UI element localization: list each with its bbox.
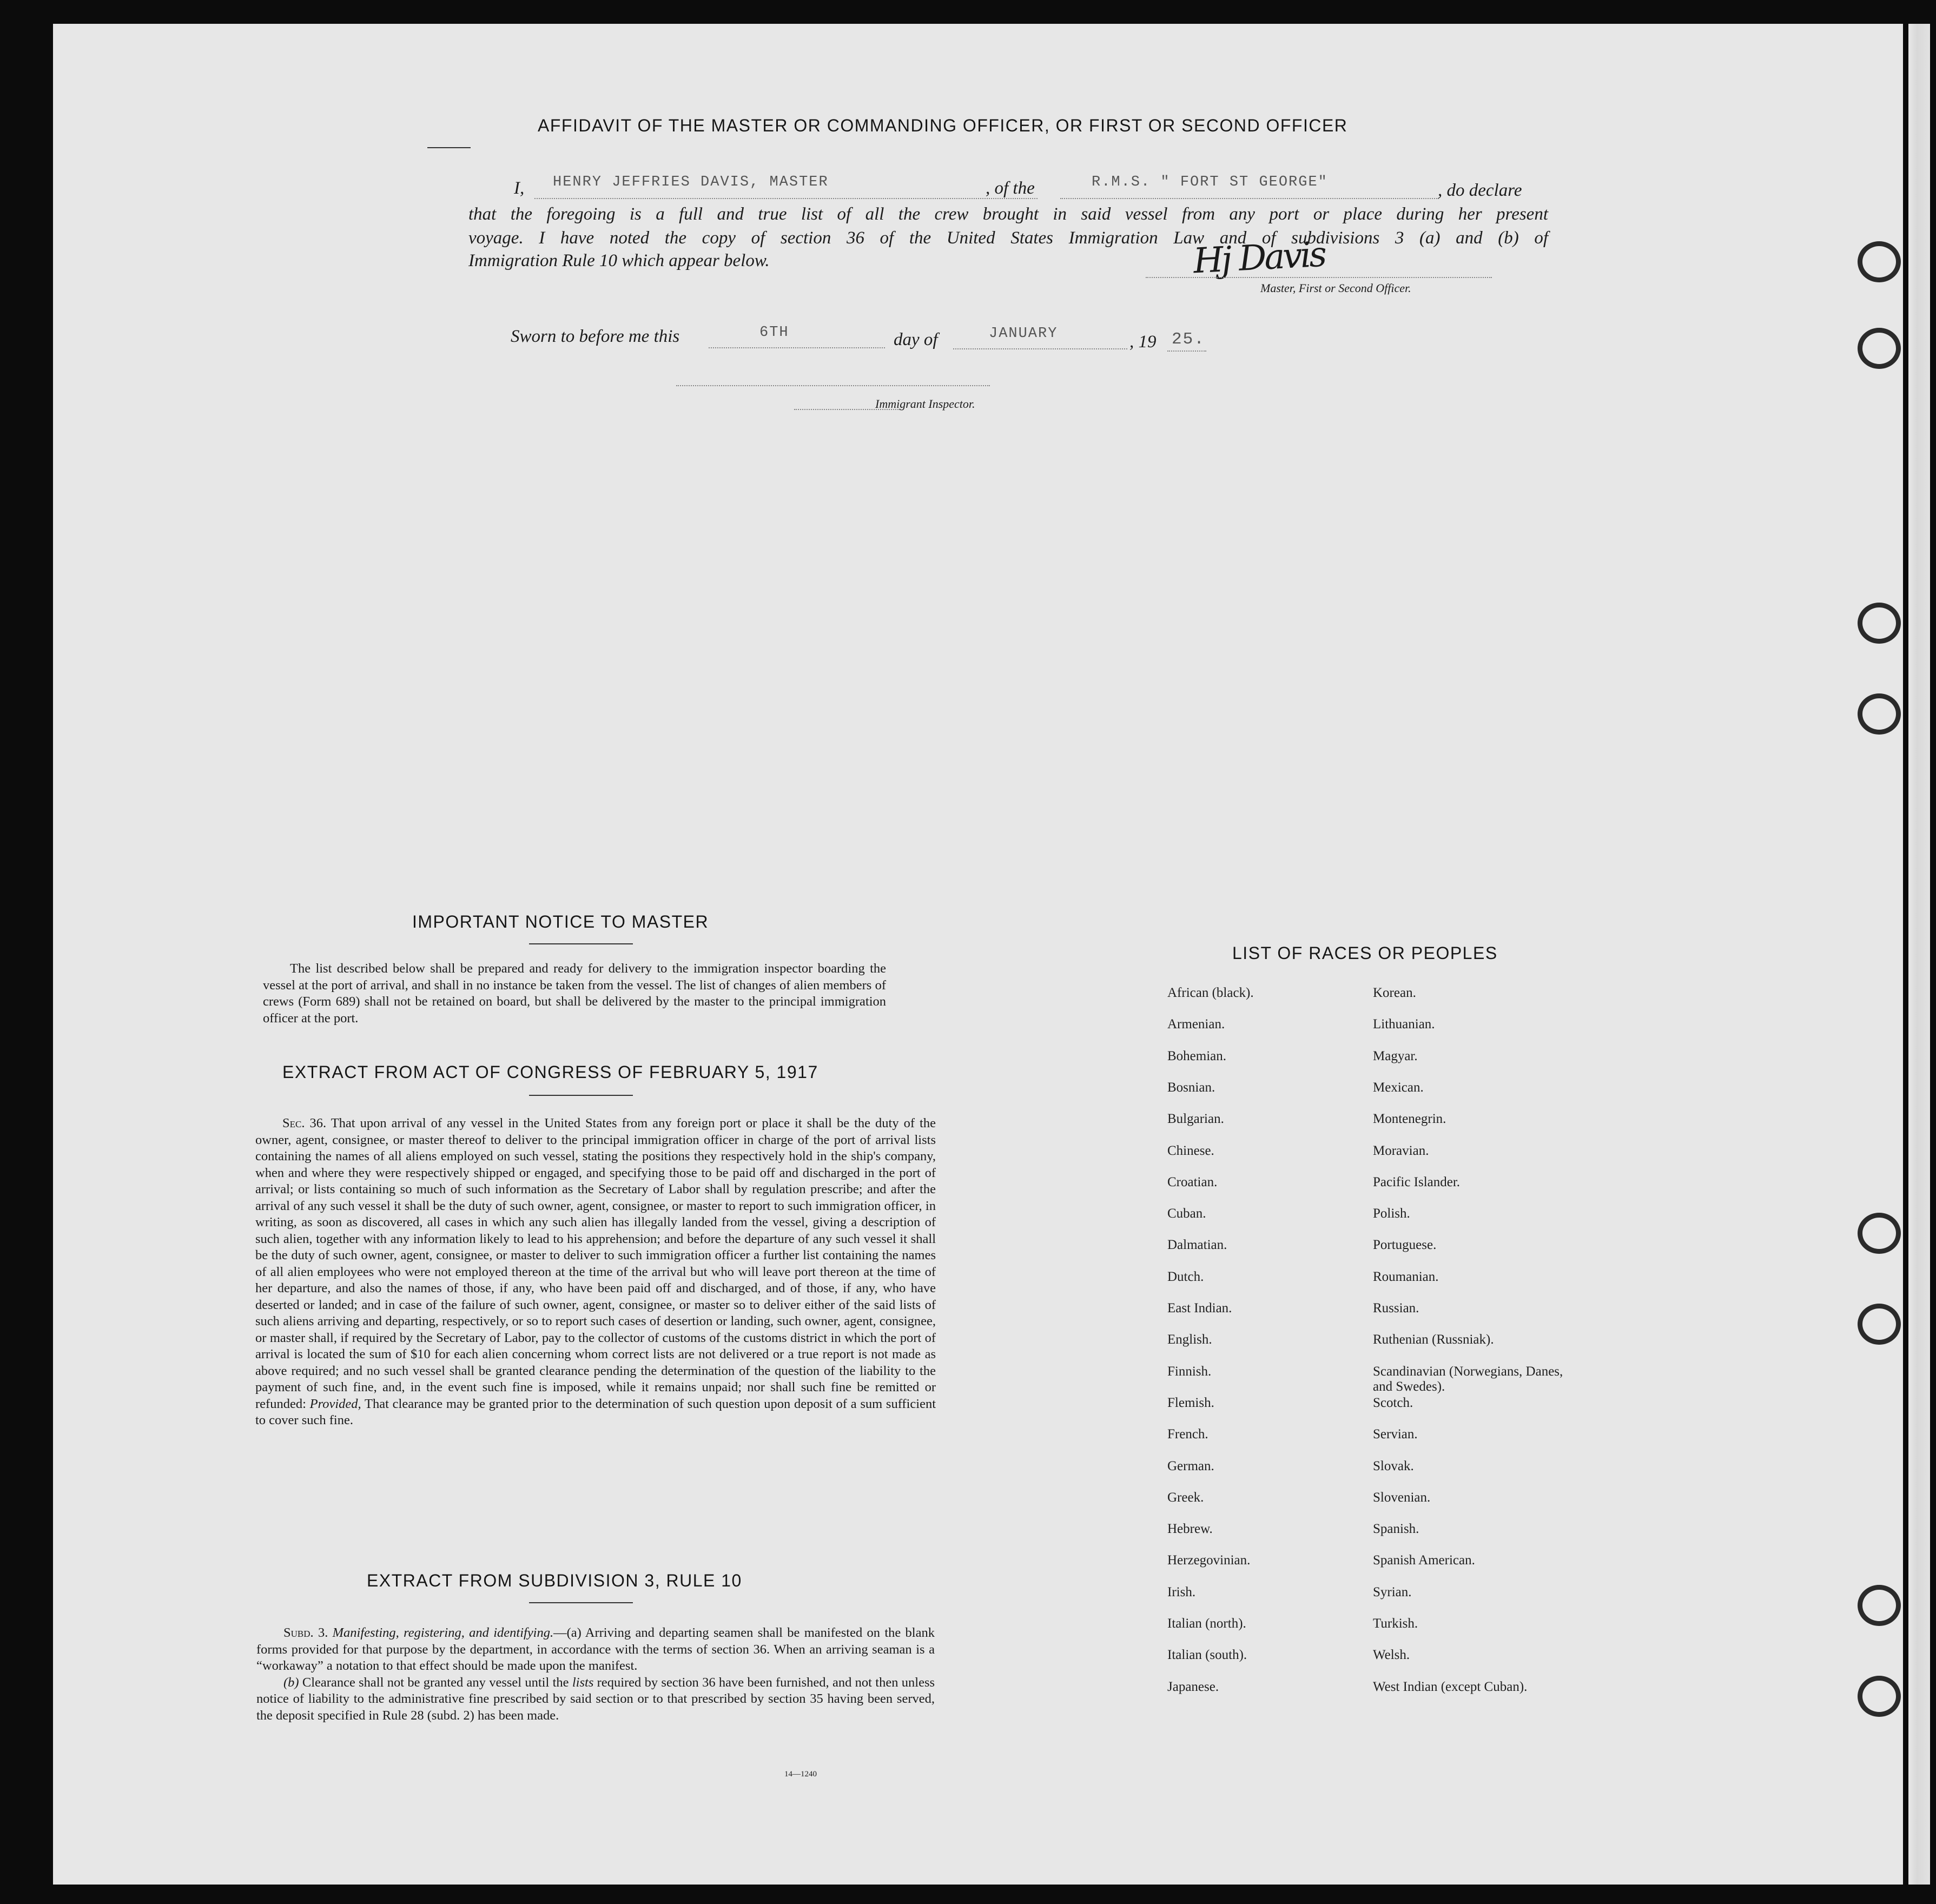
vessel-name-field: R.M.S. " FORT ST GEORGE" [1092,174,1328,190]
divider [529,943,633,944]
dotted-line [709,347,885,348]
race-item: Spanish American. [1373,1553,1475,1568]
do-declare-label: , do declare [1438,181,1522,200]
provided-text: That clearance may be granted prior to the determination of such question upon deposit of a sum sufficient to cover such fine. [255,1396,936,1427]
notice-paragraph: The list described below shall be prepared and ready for delivery to the immigration inspector boarding the vessel at the port of arrival, and shall in no instance be taken from the vessel. The list of changes of alien members of crews (Form 689) shall not be retained on board, but shall be delivered by the master to the principal immigration officer at the port. [263,961,886,1026]
race-item: Spanish. [1373,1522,1419,1536]
race-item: Korean. [1373,986,1416,1000]
signer-title: Master, First or Second Officer. [1260,281,1411,295]
race-item: West Indian (except Cuban). [1373,1680,1528,1694]
subdivision-title: Manifesting, registering, and identifying. [332,1625,554,1640]
race-item: Bosnian. [1167,1080,1215,1095]
binder-hole [1858,1304,1901,1345]
race-item: Cuban. [1167,1206,1206,1221]
subdivision-b-text: Clearance shall not be granted any vessel until the [302,1675,569,1690]
notice-heading: IMPORTANT NOTICE TO MASTER [412,912,709,931]
race-item: Montenegrin. [1373,1112,1446,1126]
race-item: English. [1167,1332,1212,1347]
race-item: German. [1167,1459,1214,1473]
race-item: Scotch. [1373,1396,1413,1410]
race-item: Scandinavian (Norwegians, Danes, and Swedes). [1373,1364,1563,1394]
sworn-day-field: 6TH [759,325,789,341]
document-page [53,24,1903,1885]
section-label: Sec. 36. [282,1116,327,1130]
of-the-label: , of the [986,178,1035,198]
race-item: Syrian. [1373,1585,1412,1599]
dotted-line [1146,277,1492,278]
page-edge-shadow [1908,24,1930,1885]
subdivision-b-text-2: required by section 36 have been furnished, and not then unless notice of liability to the administrative fine prescribed by said section or to that prescribed by section 35 having been served, the deposit specified in Rule 28 (subd. 2) has been made. [256,1675,935,1723]
year-suffix-field: 25. [1172,330,1205,349]
provided-label: Provided, [309,1396,361,1411]
divider [529,1095,633,1096]
race-item: Armenian. [1167,1017,1225,1032]
dotted-line [1060,198,1439,199]
binder-hole [1858,241,1901,282]
race-item: Chinese. [1167,1143,1214,1158]
race-item: Hebrew. [1167,1522,1213,1536]
binder-hole [1858,603,1901,644]
race-item: Polish. [1373,1206,1410,1221]
dotted-line [534,198,1038,199]
race-item: African (black). [1167,986,1254,1000]
binder-hole [1858,328,1901,369]
binder-hole [1858,1585,1901,1626]
race-item: Dutch. [1167,1270,1204,1284]
dotted-line [953,348,1127,349]
race-item: Lithuanian. [1373,1017,1435,1032]
subdivision-label: Subd. 3. [283,1625,328,1640]
subdivision-b-label: (b) [283,1675,299,1690]
subdivision-a-text: —(a) Arriving and departing seamen shall be manifested on the blank forms provided for that purpose by the department, in accordance with the terms of section 36. When an arriving seaman is a “workaway” a notation to that effect should be made upon the manifest. [256,1625,935,1673]
race-item: Slovenian. [1373,1490,1431,1505]
race-item: French. [1167,1427,1208,1442]
race-item: Magyar. [1373,1049,1418,1063]
race-item: Ruthenian (Russniak). [1373,1332,1494,1347]
race-item: Moravian. [1373,1143,1429,1158]
race-item: Irish. [1167,1585,1196,1599]
rule-text [256,1625,935,1724]
form-number: 14—1240 [784,1770,817,1779]
notice-text [263,961,886,1027]
inspector-signature-line [676,385,990,386]
race-item: Turkish. [1373,1616,1418,1631]
race-item: East Indian. [1167,1301,1232,1315]
divider [427,147,471,148]
divider [529,1602,633,1603]
act-heading: EXTRACT FROM ACT OF CONGRESS OF FEBRUARY 5, 1917 [282,1062,818,1082]
inspector-label: Immigrant Inspector. [875,397,975,411]
race-item: Greek. [1167,1490,1204,1505]
dotted-line [1167,351,1206,352]
year-prefix: , 19 [1129,332,1157,352]
race-item: Dalmatian. [1167,1238,1227,1252]
races-heading: LIST OF RACES OR PEOPLES [1232,943,1498,963]
master-signature: Hj Davis [1192,234,1326,282]
race-item: Slovak. [1373,1459,1414,1473]
day-of-label: day of [894,330,938,349]
rule-heading: EXTRACT FROM SUBDIVISION 3, RULE 10 [367,1571,742,1590]
affidavit-i-label: I, [514,178,525,198]
race-item: Bulgarian. [1167,1112,1224,1126]
affidavit-line-2: that the foregoing is a full and true list of all the crew brought in said vessel from any port or place during her present [468,204,1548,224]
binder-hole [1858,693,1901,735]
race-item: Russian. [1373,1301,1419,1315]
affidavit-heading: AFFIDAVIT OF THE MASTER OR COMMANDING OFFICER, OR FIRST OR SECOND OFFICER [538,116,1348,135]
race-item: Welsh. [1373,1648,1410,1662]
race-item: Croatian. [1167,1175,1218,1189]
affidavit-line-3: voyage. I have noted the copy of section 36 of the United States Immigration Law and of subdivisions 3 (a) and (b) of [468,228,1548,248]
affidavit-line-4: Immigration Rule 10 which appear below. [468,251,770,270]
binder-hole [1858,1213,1901,1254]
race-item: Japanese. [1167,1680,1219,1694]
master-name-field: HENRY JEFFRIES DAVIS, MASTER [553,174,829,190]
race-item: Finnish. [1167,1364,1212,1379]
act-text [255,1115,936,1429]
sworn-month-field: JANUARY [989,326,1058,342]
race-item: Pacific Islander. [1373,1175,1461,1189]
race-item: Servian. [1373,1427,1418,1442]
race-item: Roumanian. [1373,1270,1439,1284]
race-item: Bohemian. [1167,1049,1227,1063]
race-item: Italian (north). [1167,1616,1246,1631]
race-item: Herzegovinian. [1167,1553,1251,1568]
binder-hole [1858,1676,1901,1717]
race-item: Portuguese. [1373,1238,1437,1252]
lists-word: lists [572,1675,594,1690]
section-text: That upon arrival of any vessel in the United States from any foreign port or place it shall be the duty of the owner, agent, consignee, or master thereof to deliver to the principal immigration officer in charge of the port of arrival lists containing the names of all aliens employed on such vessel, stating the positions they respectively hold in the ship's company, when and where they were respectively shipped or engaged, and specifying those to be paid off and discharged in the port of arrival; or lists containing so much of such information as the Secretary of Labor shall by regulation prescribe; and after the arrival of any such vessel it shall be the duty of such owner, agent, consignee, or master to report to such immigration officer, in writing, as soon as discovered, all cases in which any such alien has illegally landed from the vessel, giving a description of such alien, together with any information likely to lead to his apprehension; and before the departure of any such vessel it shall be the duty of such owner, agent, consignee, or master to deliver to such immigration officer a further list containing the names of all alien employees who were not employed thereon at the time of the arrival but who will leave port thereon at the time of her departure, and also the names of those, if any, who have been paid off and discharged, and of those, if any, who have deserted or landed; and in case of the failure of such owner, agent, consignee, or master so to deliver either of the said lists of such aliens arriving and departing, respectively, or so to report such cases of desertion or landing, such owner, agent, consignee, or master shall, if required by the Secretary of Labor, pay to the collector of customs of the customs district in which the port of arrival is located the sum of $10 for each alien concerning whom correct lists are not delivered or a true report is not made as above required; and no such vessel shall be granted clearance pending the determination of the question of the liability to the payment of such fine, and, in the event such fine is imposed, while it remains unpaid; nor shall such fine be remitted or refunded: [255,1116,936,1411]
sworn-prefix: Sworn to before me this [511,327,680,346]
race-item: Flemish. [1167,1396,1214,1410]
race-item: Mexican. [1373,1080,1424,1095]
race-item: Italian (south). [1167,1648,1247,1662]
